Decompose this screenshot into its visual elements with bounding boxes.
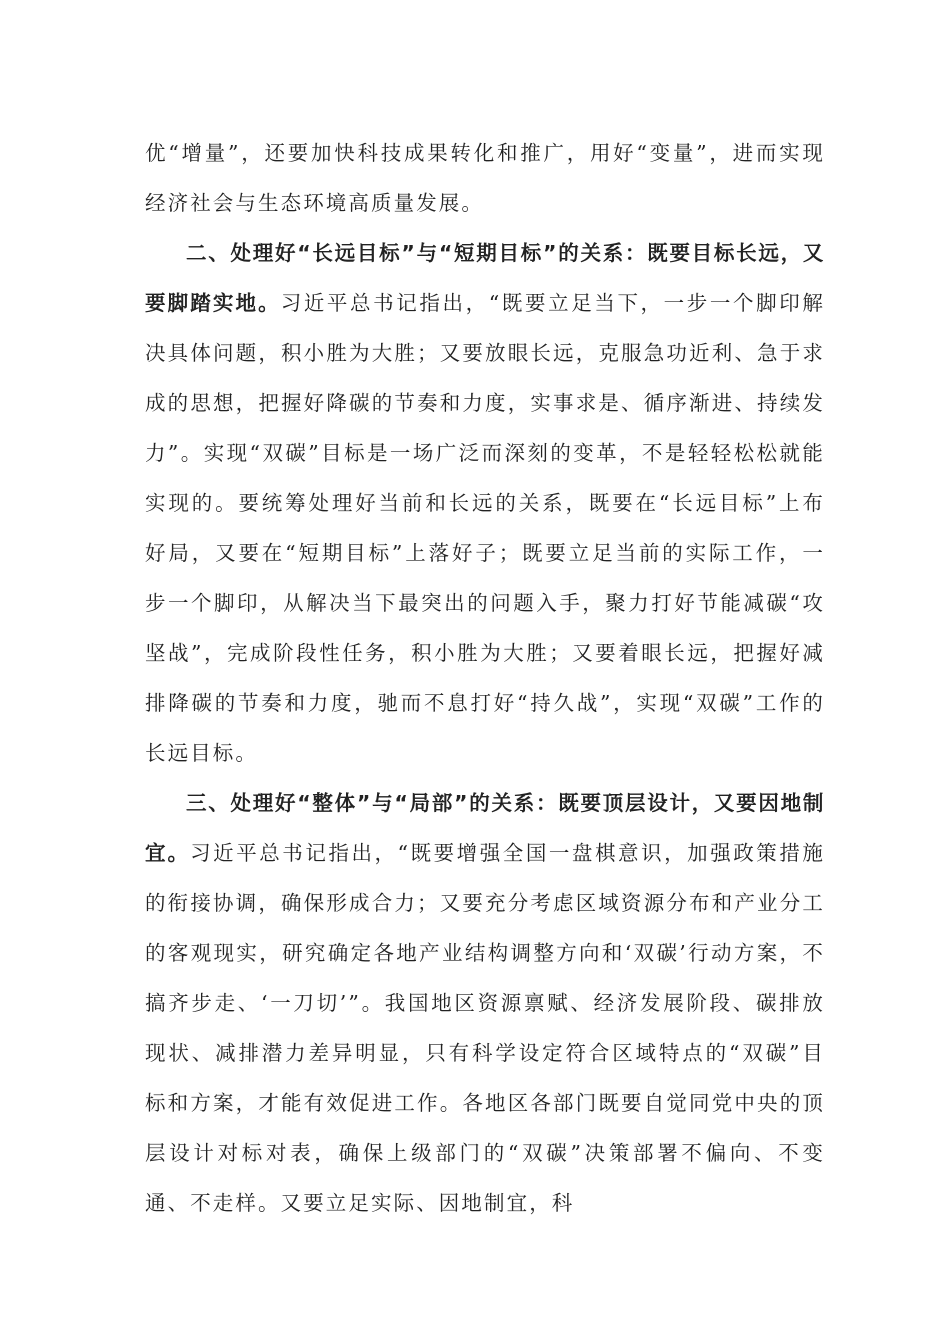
paragraph-section-three: [145, 778, 825, 1228]
paragraph-body-text: 优“增量”，还要加快科技成果转化和推广，用好“变量”，进而实现经济社会与生态环境高质量发展。: [145, 141, 825, 215]
section-two-heading: 二、处理好“长远目标”与“短期目标”的关系：既要目标长远，又要脚踏实地。: [145, 241, 825, 315]
paragraph-continuation: [145, 128, 825, 228]
section-two-body-text: 习近平总书记指出，“既要立足当下，一步一个脚印解决具体问题，积小胜为大胜；又要放眼长远，克服急功近利、急于求成的思想，把握好降碳的节奏和力度，实事求是、循序渐进、持续发力”。实现“双碳”目标是一场广泛而深刻的变革，不是轻轻松松就能实现的。要统筹处理好当前和长远的关系，既要在“长远目标”上布好局，又要在“短期目标”上落好子；既要立足当前的实际工作，一步一个脚印，从解决当下最突出的问题入手，聚力打好节能减碳“攻坚战”，完成阶段性任务，积小胜为大胜；又要着眼长远，把握好减排降碳的节奏和力度，驰而不息打好“持久战”，实现“双碳”工作的长远目标。: [145, 291, 825, 765]
section-three-heading: 三、处理好“整体”与“局部”的关系：既要顶层设计，又要因地制宜。: [145, 791, 825, 865]
document-body: [145, 128, 825, 1228]
section-three-body-text: 习近平总书记指出，“既要增强全国一盘棋意识，加强政策措施的衔接协调，确保形成合力；又要充分考虑区域资源分布和产业分工的客观现实，研究确定各地产业结构调整方向和‘双碳’行动方案，不搞齐步走、‘一刀切’”。我国地区资源禀赋、经济发展阶段、碳排放现状、减排潜力差异明显，只有科学设定符合区域特点的“双碳”目标和方案，才能有效促进工作。各地区各部门既要自觉同党中央的顶层设计对标对表，确保上级部门的“双碳”决策部署不偏向、不变通、不走样。又要立足实际、因地制宜，科: [145, 841, 826, 1215]
paragraph-section-two: [145, 228, 825, 778]
